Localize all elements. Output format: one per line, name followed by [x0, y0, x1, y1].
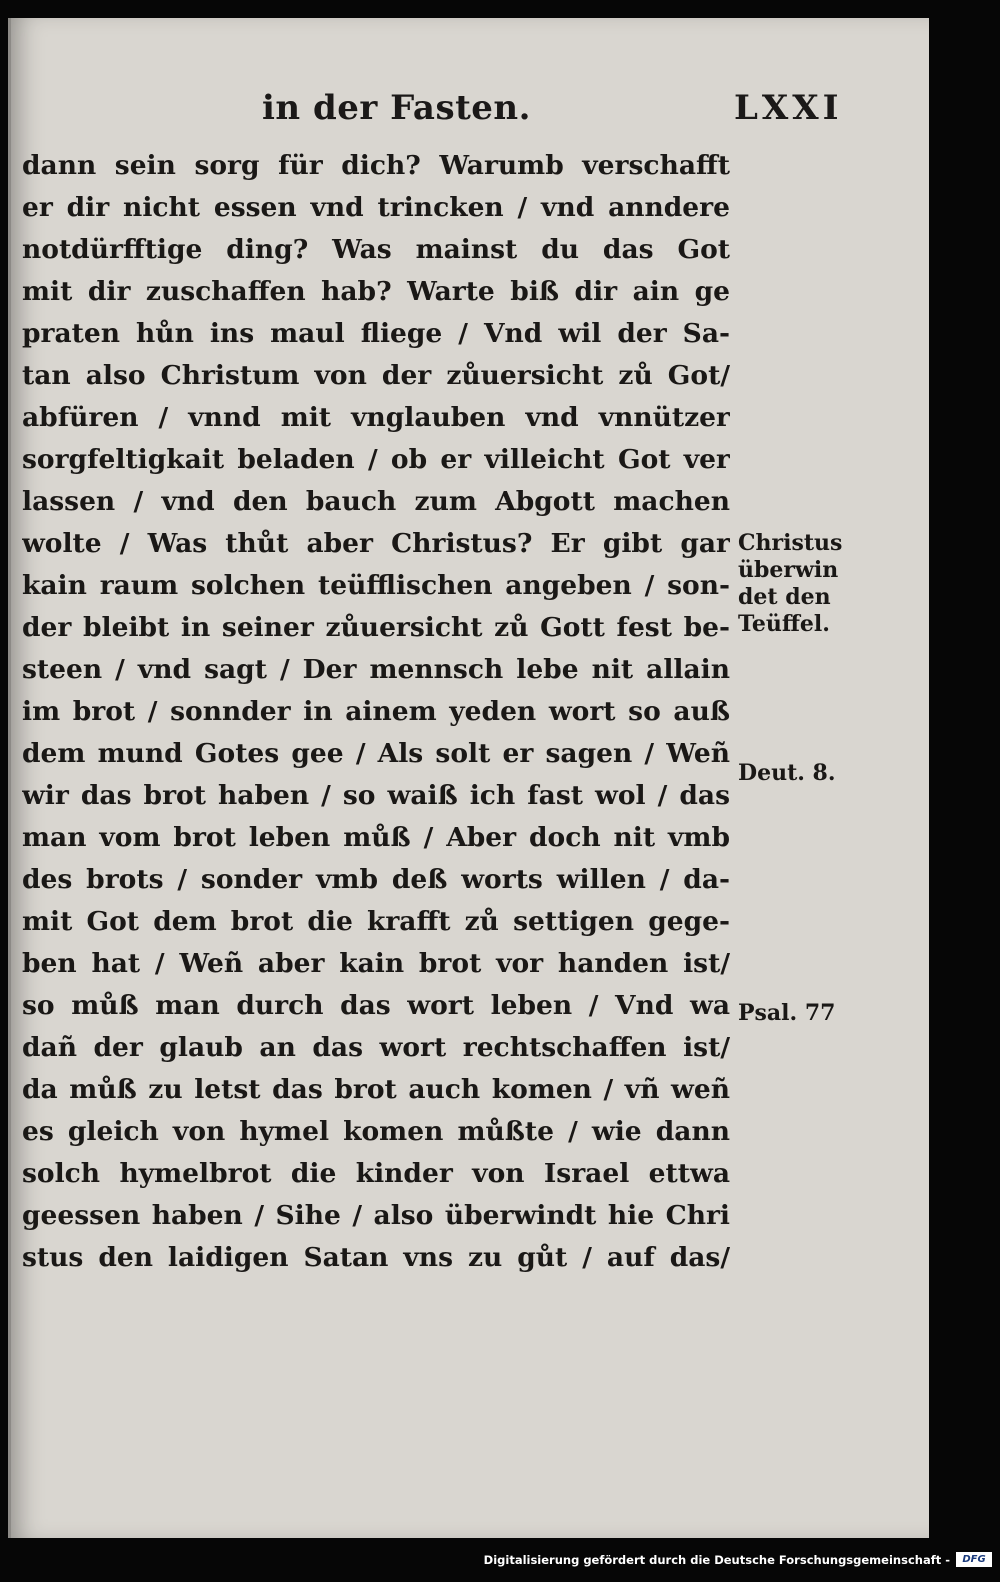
text-line: tan also Christum von der zůuersicht zů Got/: [22, 360, 730, 391]
marginal-note-line: überwin: [738, 557, 839, 583]
marginal-note-line: Christus: [738, 530, 843, 556]
text-line: ben hat / Weñ aber kain brot vor handen ist/: [22, 948, 730, 979]
text-line: des brots / sonder vmb deß worts willen / da-: [22, 864, 730, 895]
text-line: kain raum solchen teüfflischen angeben / son-: [22, 570, 730, 601]
body-text: [22, 145, 730, 1279]
text-line: wolte / Was thůt aber Christus? Er gibt gar: [22, 528, 730, 559]
text-line: stus den laidigen Satan vns zu gůt / auf das/: [22, 1242, 730, 1273]
text-line: abfüren / vnnd mit vnglauben vnd vnnützer: [22, 402, 730, 433]
marginal-note-christus: [738, 530, 868, 638]
text-line: solch hymelbrot die kinder von Israel ettwa: [22, 1158, 730, 1189]
text-line: steen / vnd sagt / Der mennsch lebe nit allain: [22, 654, 730, 685]
funding-credit: Digitalisierung gefördert durch die Deutsche Forschungsgemeinschaft -: [483, 1553, 950, 1567]
marginal-note-deut: [738, 760, 868, 787]
text-line: da můß zu letst das brot auch komen / vñ weñ: [22, 1074, 730, 1105]
text-line: dann sein sorg für dich? Warumb verschafft: [22, 150, 730, 181]
marginal-note-line: Deut. 8.: [738, 760, 836, 786]
text-line: im brot / sonnder in ainem yeden wort so auß: [22, 696, 730, 727]
text-line: er dir nicht essen vnd trincken / vnd anndere: [22, 192, 730, 223]
marginal-note-line: Psal. 77: [738, 1000, 836, 1026]
text-line: dem mund Gotes gee / Als solt er sagen / Weñ: [22, 738, 730, 769]
text-line: lassen / vnd den bauch zum Abgott machen: [22, 486, 730, 517]
folio-number: LXXI: [734, 88, 843, 128]
text-line: der bleibt in seiner zůuersicht zů Gott fest be-: [22, 612, 730, 643]
text-line: mit Got dem brot die krafft zů settigen gege-: [22, 906, 730, 937]
text-line: es gleich von hymel komen můßte / wie dann: [22, 1116, 730, 1147]
text-line: notdürfftige ding? Was mainst du das Got: [22, 234, 730, 265]
text-line: praten hůn ins maul fliege / Vnd wil der Sa-: [22, 318, 730, 349]
text-line: wir das brot haben / so waiß ich fast wol / das: [22, 780, 730, 811]
dfg-logo-icon: DFG: [956, 1552, 992, 1567]
text-line: sorgfeltigkait beladen / ob er villeicht Got ver: [22, 444, 730, 475]
text-line: geessen haben / Sihe / also überwindt hie Chri: [22, 1200, 730, 1231]
text-line: dañ der glaub an das wort rechtschaffen ist/: [22, 1032, 730, 1063]
text-line: so můß man durch das wort leben / Vnd wa: [22, 990, 730, 1021]
text-line: man vom brot leben můß / Aber doch nit vmb: [22, 822, 730, 853]
text-line: mit dir zuschaffen hab? Warte biß dir ain ge: [22, 276, 730, 307]
running-title: in der Fasten.: [262, 88, 531, 128]
marginal-note-line: det den: [738, 584, 831, 610]
marginal-note-psal: [738, 1000, 868, 1027]
marginal-note-line: Teüffel.: [738, 611, 830, 637]
